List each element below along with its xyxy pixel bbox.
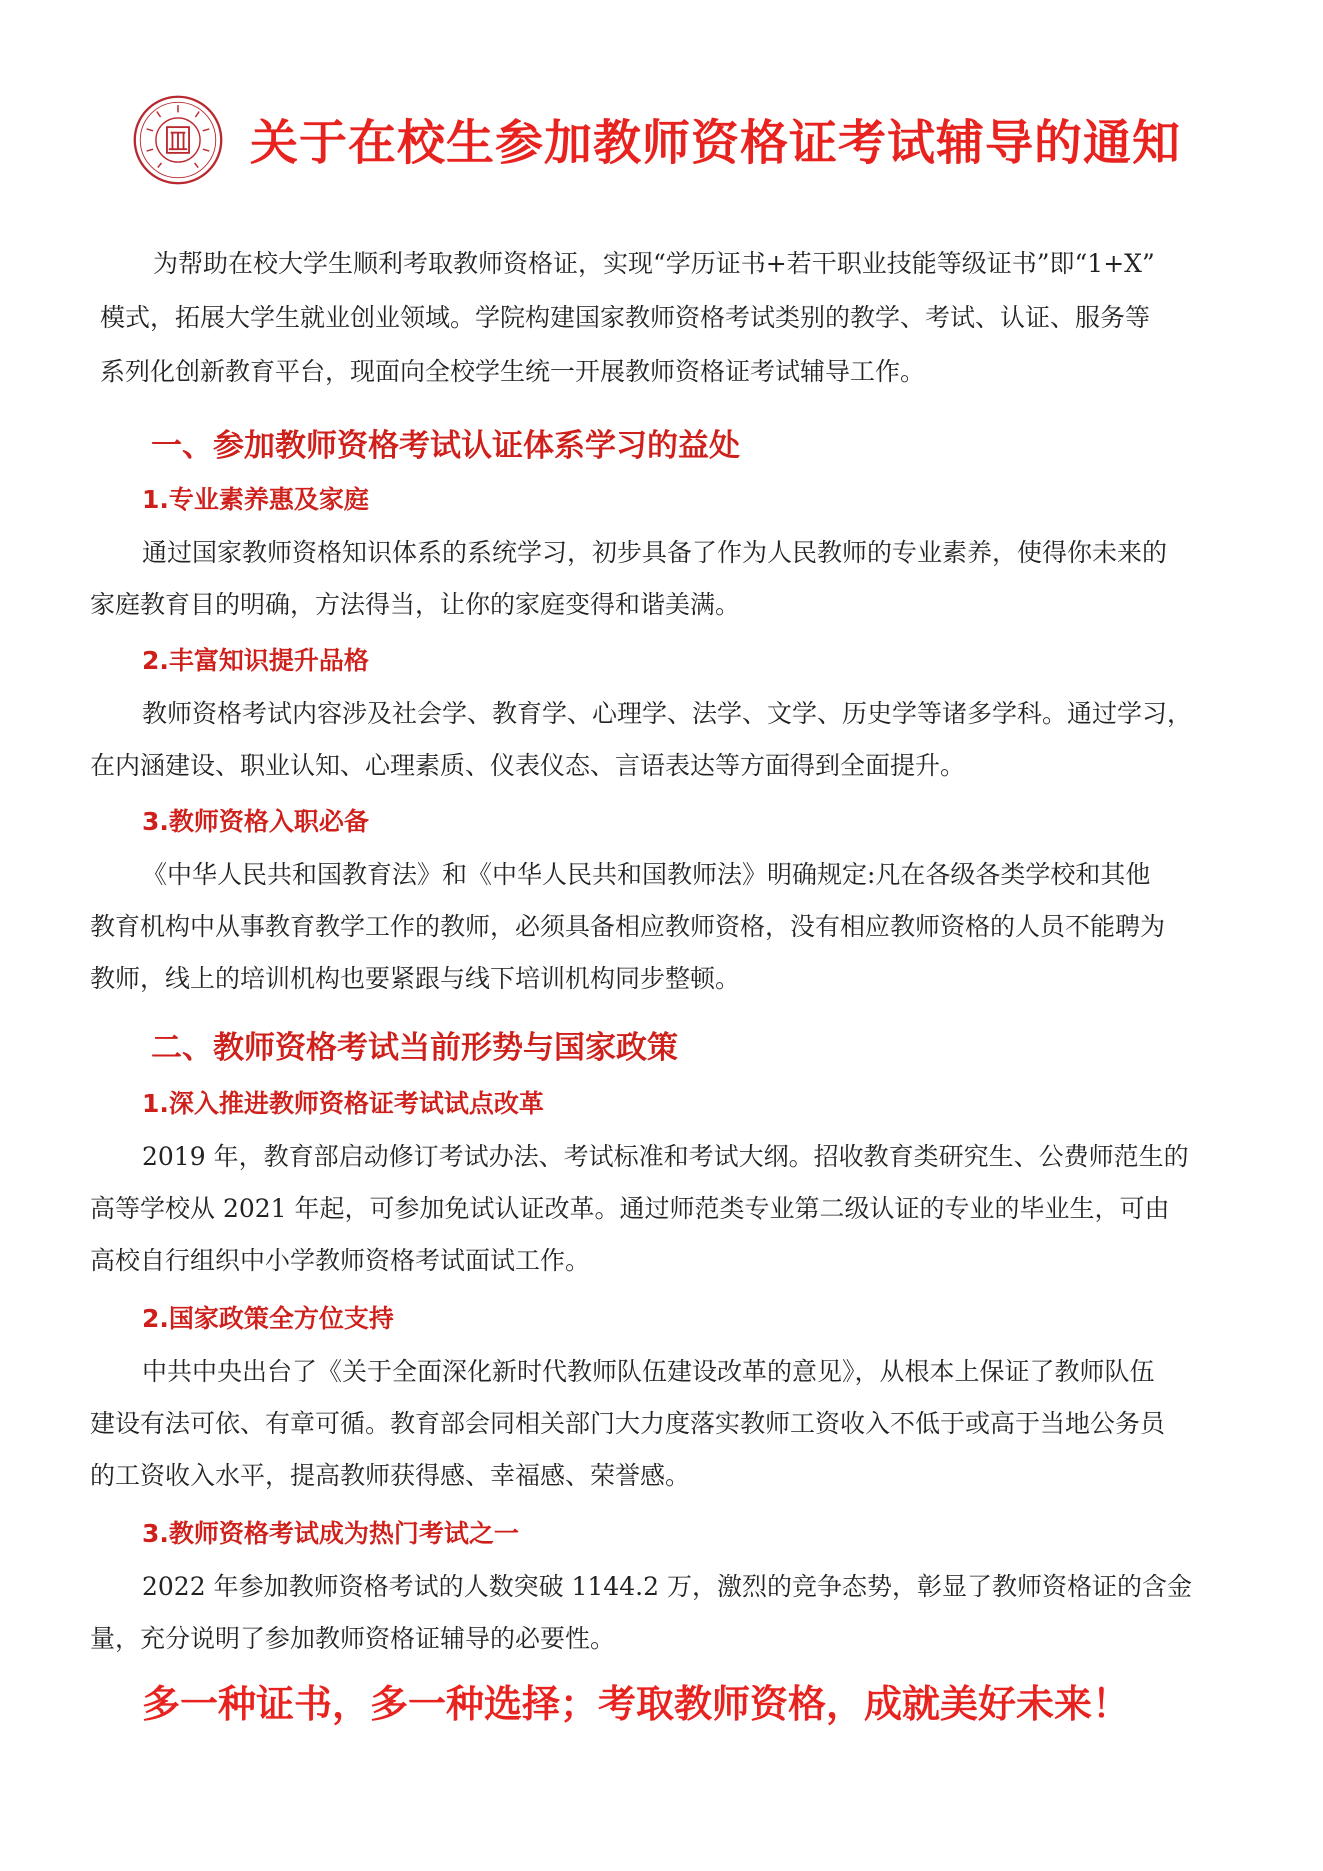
body-line: 2019 年，教育部启动修订考试办法、考试标准和考试大纲。招收教育类研究生、公费师范生的	[142, 1142, 1189, 1171]
subsection-heading: 3.教师资格考试成为热门考试之一	[142, 1519, 519, 1548]
body-line: 在内涵建设、职业认知、心理素质、仪表仪态、言语表达等方面得到全面提升。	[90, 751, 966, 780]
body-line: 量，充分说明了参加教师资格证辅导的必要性。	[90, 1624, 616, 1653]
body-line: 高等学校从 2021 年起，可参加免试认证改革。通过师范类专业第二级认证的专业的毕业生，可由	[90, 1194, 1170, 1223]
subsection-heading: 1.深入推进教师资格证考试试点改革	[142, 1089, 544, 1118]
body-line: 中共中央出台了《关于全面深化新时代教师队伍建设改革的意见》，从根本上保证了教师队伍	[142, 1357, 1155, 1386]
subsection-heading: 2.国家政策全方位支持	[142, 1304, 394, 1333]
body-line: 通过国家教师资格知识体系的系统学习，初步具备了作为人民教师的专业素养，使得你未来的	[142, 538, 1168, 567]
body-line: 教育机构中从事教育教学工作的教师，必须具备相应教师资格，没有相应教师资格的人员不能聘为	[90, 912, 1166, 941]
closing-slogan: 多一种证书，多一种选择；考取教师资格，成就美好未来！	[142, 1682, 1131, 1726]
section-heading: 一、参加教师资格考试认证体系学习的益处	[151, 428, 740, 464]
intro-line: 系列化创新教育平台，现面向全校学生统一开展教师资格证考试辅导工作。	[100, 357, 926, 386]
subsection-heading: 2.丰富知识提升品格	[142, 646, 369, 675]
body-line: 建设有法可依、有章可循。教育部会同相关部门大力度落实教师工资收入不低于或高于当地公务员	[90, 1409, 1166, 1438]
document-title: 关于在校生参加教师资格证考试辅导的通知	[250, 115, 1182, 171]
university-seal-logo	[132, 94, 224, 186]
body-line: 《中华人民共和国教育法》和《中华人民共和国教师法》明确规定:凡在各级各类学校和其他	[142, 860, 1151, 889]
body-line: 高校自行组织中小学教师资格考试面试工作。	[90, 1246, 591, 1275]
body-line: 2022 年参加教师资格考试的人数突破 1144.2 万，激烈的竞争态势，彰显了教师资格证的含金	[142, 1572, 1192, 1601]
body-line: 家庭教育目的明确，方法得当，让你的家庭变得和谐美满。	[90, 590, 741, 619]
body-line: 教师，线上的培训机构也要紧跟与线下培训机构同步整顿。	[90, 964, 741, 993]
header	[132, 90, 1232, 190]
subsection-heading: 1.专业素养惠及家庭	[142, 485, 369, 514]
section-heading: 二、教师资格考试当前形势与国家政策	[151, 1030, 678, 1066]
subsection-heading: 3.教师资格入职必备	[142, 807, 369, 836]
intro-line: 为帮助在校大学生顺利考取教师资格证，实现“学历证书+若干职业技能等级证书”即“1+X”	[153, 249, 1155, 278]
body-line: 的工资收入水平，提高教师获得感、幸福感、荣誉感。	[90, 1461, 691, 1490]
intro-line: 模式，拓展大学生就业创业领域。学院构建国家教师资格考试类别的教学、考试、认证、服务等	[100, 303, 1151, 332]
body-line: 教师资格考试内容涉及社会学、教育学、心理学、法学、文学、历史学等诸多学科。通过学习，	[142, 699, 1193, 728]
